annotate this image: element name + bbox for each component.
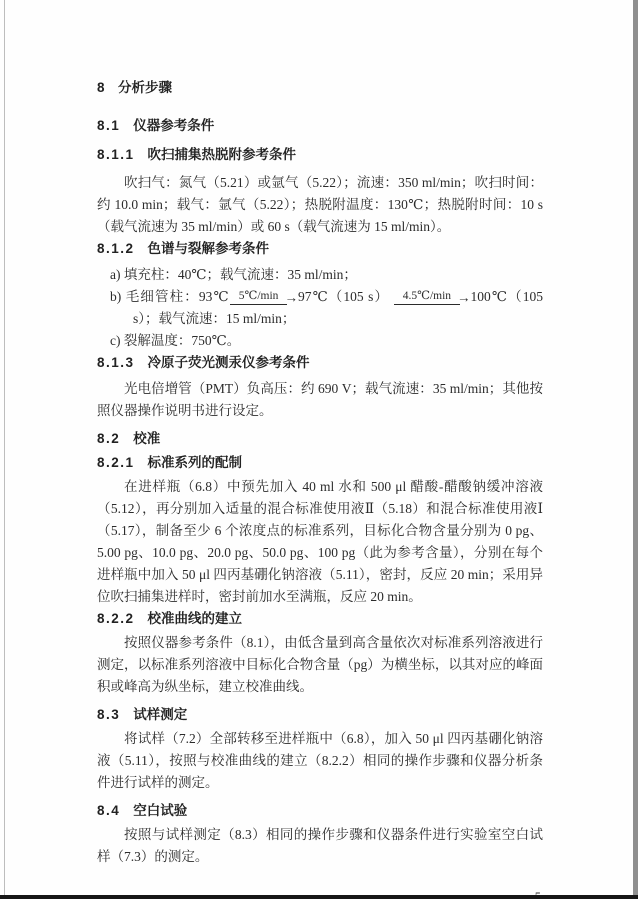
section-heading-8-1-3 — [97, 352, 543, 374]
item-b-mid: 97℃（105 s） — [297, 289, 390, 304]
paragraph-8-2-1: 在进样瓶（6.8）中预先加入 40 ml 水和 500 μl 醋酸-醋酸钠缓冲溶液（5.12），再分别加入适量的混合标准使用液Ⅱ（5.18）和混合标准使用液Ⅰ（5.17），制备至少 6 个浓度点的标准系列，目标化合物含量分别为 0 pg、5.00 pg、10.0 pg、20.0 pg、50.0 pg、100 pg（此为参考含量），分别在每个进样瓶中加入 50 μl 四丙基硼化钠溶液（5.11），密封，反应 20 min；采用异位吹扫捕集进样时，密封前加水至满瓶，反应 20 min。 — [97, 479, 543, 604]
section-heading-8-1-1 — [97, 144, 543, 166]
section-heading-8-4 — [97, 800, 543, 822]
list-item-b — [97, 286, 543, 330]
heading-title: 吹扫捕集热脱附参考条件 — [147, 147, 297, 162]
ramp-arrow-2 — [394, 289, 471, 304]
section-heading-8-1-2 — [97, 238, 543, 260]
heading-title: 仪器参考条件 — [133, 118, 215, 133]
section-heading-8-1 — [97, 115, 543, 137]
heading-title: 分析步骤 — [118, 80, 173, 95]
scan-edge-right — [633, 0, 638, 899]
heading-number: 8.1 — [97, 118, 121, 133]
heading-number: 8.1.2 — [97, 241, 135, 256]
item-b-prefix: b) 毛细管柱：93℃ — [110, 289, 230, 304]
heading-number: 8.3 — [97, 707, 121, 722]
ramp-arrow-1 — [230, 289, 298, 304]
arrow-right-icon: → — [457, 290, 471, 305]
heading-title: 色谱与裂解参考条件 — [147, 241, 270, 256]
heading-title: 校准 — [133, 431, 161, 446]
arrow-right-icon: → — [284, 290, 298, 305]
heading-number: 8.1.1 — [97, 147, 135, 162]
heading-number: 8.2.2 — [97, 611, 135, 626]
heading-number: 8.1.3 — [97, 355, 135, 370]
heading-title: 空白试验 — [133, 803, 188, 818]
paragraph-8-4: 按照与试样测定（8.3）相同的操作步骤和仪器条件进行实验室空白试样（7.3）的测定。 — [97, 827, 543, 864]
list-item-c: c) 裂解温度：750℃。 — [110, 333, 241, 348]
page-content — [97, 0, 543, 899]
paragraph-8-2-2: 按照仪器参考条件（8.1），由低含量到高含量依次对标准系列溶液进行测定，以标准系列溶液中目标化合物含量（pg）为横坐标，以其对应的峰面积或峰高为纵坐标，建立校准曲线。 — [97, 635, 543, 694]
scan-edge-bottom — [0, 895, 638, 899]
ramp-arrow-label: 4.5℃/min — [394, 290, 460, 305]
heading-number: 8.4 — [97, 803, 121, 818]
section-heading-8-2 — [97, 428, 543, 450]
heading-title: 冷原子荧光测汞仪参考条件 — [147, 355, 310, 370]
list-8-1-2 — [97, 264, 543, 352]
list-item-a: a) 填充柱：40℃；载气流速：35 ml/min； — [110, 267, 357, 282]
paragraph-8-1-1: 吹扫气：氮气（5.21）或氩气（5.22）；流速：350 ml/min；吹扫时间：约 10.0 min；载气：氩气（5.22）；热脱附温度：130℃；热脱附时间：10 s（载气流速为 35 ml/min）或 60 s（载气流速为 15 ml/min）。 — [97, 175, 543, 234]
section-heading-8-2-2 — [97, 608, 543, 630]
heading-title: 标准系列的配制 — [147, 455, 243, 470]
item-b-suffix: 100℃（105 s）；载气流速：15 ml/min； — [133, 289, 544, 326]
heading-number: 8.2.1 — [97, 455, 135, 470]
paragraph-8-3: 将试样（7.2）全部转移至进样瓶中（6.8），加入 50 μl 四丙基硼化钠溶液（5.11），按照与校准曲线的建立（8.2.2）相同的操作步骤和仪器分析条件进行试样的测定。 — [97, 731, 543, 790]
section-heading-8-3 — [97, 704, 543, 726]
paragraph-8-1-3: 光电倍增管（PMT）负高压：约 690 V；载气流速：35 ml/min；其他按照仪器操作说明书进行设定。 — [97, 381, 543, 418]
ramp-arrow-label: 5℃/min — [230, 290, 288, 305]
heading-number: 8 — [97, 80, 107, 95]
heading-number: 8.2 — [97, 431, 121, 446]
heading-title: 试样测定 — [133, 707, 188, 722]
section-heading-8 — [97, 77, 543, 99]
section-heading-8-2-1 — [97, 452, 543, 474]
heading-title: 校准曲线的建立 — [147, 611, 243, 626]
scan-edge-left — [4, 0, 5, 899]
